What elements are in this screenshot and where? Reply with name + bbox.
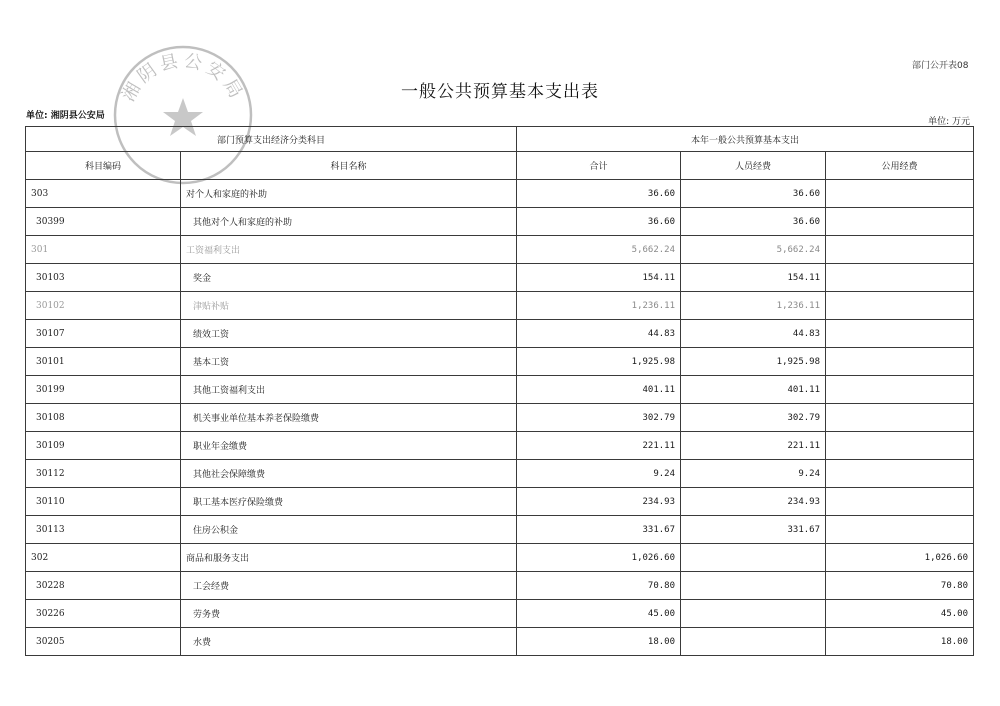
header-group-classification: 部门预算支出经济分类科目 <box>26 127 517 152</box>
public-expense-cell <box>826 460 974 488</box>
public-expense-cell <box>826 208 974 236</box>
table-row <box>26 180 974 208</box>
subject-code-cell: 30110 <box>26 488 181 516</box>
subject-code-cell: 30113 <box>26 516 181 544</box>
header-group-row <box>26 127 974 152</box>
table-row <box>26 600 974 628</box>
total-cell: 9.24 <box>517 460 681 488</box>
public-expense-cell <box>826 236 974 264</box>
table-row <box>26 432 974 460</box>
table-row <box>26 572 974 600</box>
subject-code-cell: 30108 <box>26 404 181 432</box>
subject-code-cell: 30103 <box>26 264 181 292</box>
total-cell: 45.00 <box>517 600 681 628</box>
table-row <box>26 264 974 292</box>
subject-name-cell: 对个人和家庭的补助 <box>181 180 517 208</box>
subject-code-cell: 30399 <box>26 208 181 236</box>
subject-name-cell: 商品和服务支出 <box>181 544 517 572</box>
personnel-expense-cell: 302.79 <box>681 404 826 432</box>
personnel-expense-cell: 234.93 <box>681 488 826 516</box>
total-cell: 1,026.60 <box>517 544 681 572</box>
public-expense-cell <box>826 292 974 320</box>
personnel-expense-cell: 44.83 <box>681 320 826 348</box>
total-cell: 401.11 <box>517 376 681 404</box>
total-cell: 18.00 <box>517 628 681 656</box>
header-public-expense: 公用经费 <box>826 152 974 180</box>
total-cell: 1,236.11 <box>517 292 681 320</box>
public-expense-cell: 18.00 <box>826 628 974 656</box>
public-expense-cell <box>826 432 974 460</box>
public-expense-cell: 1,026.60 <box>826 544 974 572</box>
subject-code-cell: 302 <box>26 544 181 572</box>
subject-code-cell: 30226 <box>26 600 181 628</box>
table-row <box>26 628 974 656</box>
personnel-expense-cell: 154.11 <box>681 264 826 292</box>
header-column-row <box>26 152 974 180</box>
personnel-expense-cell: 401.11 <box>681 376 826 404</box>
personnel-expense-cell: 9.24 <box>681 460 826 488</box>
public-expense-cell <box>826 264 974 292</box>
total-cell: 5,662.24 <box>517 236 681 264</box>
personnel-expense-cell: 221.11 <box>681 432 826 460</box>
total-cell: 221.11 <box>517 432 681 460</box>
subject-code-cell: 30107 <box>26 320 181 348</box>
table-row <box>26 236 974 264</box>
subject-code-cell: 30102 <box>26 292 181 320</box>
public-expense-cell: 70.80 <box>826 572 974 600</box>
personnel-expense-cell <box>681 572 826 600</box>
personnel-expense-cell: 331.67 <box>681 516 826 544</box>
subject-name-cell: 津贴补贴 <box>181 292 517 320</box>
personnel-expense-cell: 1,236.11 <box>681 292 826 320</box>
subject-name-cell: 奖金 <box>181 264 517 292</box>
total-cell: 1,925.98 <box>517 348 681 376</box>
table-row <box>26 320 974 348</box>
table-row <box>26 488 974 516</box>
public-expense-cell <box>826 376 974 404</box>
header-group-basic-expenditure: 本年一般公共预算基本支出 <box>517 127 974 152</box>
table-row <box>26 544 974 572</box>
total-cell: 154.11 <box>517 264 681 292</box>
personnel-expense-cell: 1,925.98 <box>681 348 826 376</box>
table-row <box>26 292 974 320</box>
total-cell: 234.93 <box>517 488 681 516</box>
subject-code-cell: 30205 <box>26 628 181 656</box>
subject-name-cell: 住房公积金 <box>181 516 517 544</box>
personnel-expense-cell <box>681 600 826 628</box>
total-cell: 36.60 <box>517 180 681 208</box>
personnel-expense-cell <box>681 628 826 656</box>
header-subject-name: 科目名称 <box>181 152 517 180</box>
page-title: 一般公共预算基本支出表 <box>401 82 599 102</box>
subject-name-cell: 其他对个人和家庭的补助 <box>181 208 517 236</box>
subject-name-cell: 工资福利支出 <box>181 236 517 264</box>
public-expense-cell <box>826 180 974 208</box>
subject-name-cell: 绩效工资 <box>181 320 517 348</box>
table-row <box>26 516 974 544</box>
subject-code-cell: 30112 <box>26 460 181 488</box>
unit-label: 单位: 万元 <box>928 117 970 127</box>
subject-name-cell: 工会经费 <box>181 572 517 600</box>
subject-name-cell: 其他社会保障缴费 <box>181 460 517 488</box>
total-cell: 36.60 <box>517 208 681 236</box>
header-subject-code: 科目编码 <box>26 152 181 180</box>
subject-name-cell: 其他工资福利支出 <box>181 376 517 404</box>
personnel-expense-cell <box>681 544 826 572</box>
svg-text:湘阴县公安局: 湘阴县公安局 <box>117 50 249 106</box>
header-total: 合计 <box>517 152 681 180</box>
public-expense-cell <box>826 488 974 516</box>
table-row <box>26 348 974 376</box>
total-cell: 44.83 <box>517 320 681 348</box>
header-personnel-expense: 人员经费 <box>681 152 826 180</box>
table-row <box>26 376 974 404</box>
subject-name-cell: 职工基本医疗保险缴费 <box>181 488 517 516</box>
subject-name-cell: 水费 <box>181 628 517 656</box>
subject-name-cell: 职业年金缴费 <box>181 432 517 460</box>
sheet-code: 部门公开表08 <box>912 61 969 71</box>
personnel-expense-cell: 5,662.24 <box>681 236 826 264</box>
total-cell: 70.80 <box>517 572 681 600</box>
public-expense-cell <box>826 348 974 376</box>
subject-code-cell: 30109 <box>26 432 181 460</box>
budget-table <box>25 126 974 656</box>
subject-code-cell: 30199 <box>26 376 181 404</box>
subject-code-cell: 301 <box>26 236 181 264</box>
subject-code-cell: 30228 <box>26 572 181 600</box>
public-expense-cell <box>826 404 974 432</box>
organization-label: 单位: 湘阴县公安局 <box>26 111 105 121</box>
subject-name-cell: 劳务费 <box>181 600 517 628</box>
public-expense-cell: 45.00 <box>826 600 974 628</box>
subject-code-cell: 30101 <box>26 348 181 376</box>
table-row <box>26 460 974 488</box>
subject-name-cell: 机关事业单位基本养老保险缴费 <box>181 404 517 432</box>
subject-name-cell: 基本工资 <box>181 348 517 376</box>
public-expense-cell <box>826 516 974 544</box>
table-row <box>26 208 974 236</box>
total-cell: 302.79 <box>517 404 681 432</box>
personnel-expense-cell: 36.60 <box>681 180 826 208</box>
subject-code-cell: 303 <box>26 180 181 208</box>
total-cell: 331.67 <box>517 516 681 544</box>
personnel-expense-cell: 36.60 <box>681 208 826 236</box>
public-expense-cell <box>826 320 974 348</box>
table-row <box>26 404 974 432</box>
